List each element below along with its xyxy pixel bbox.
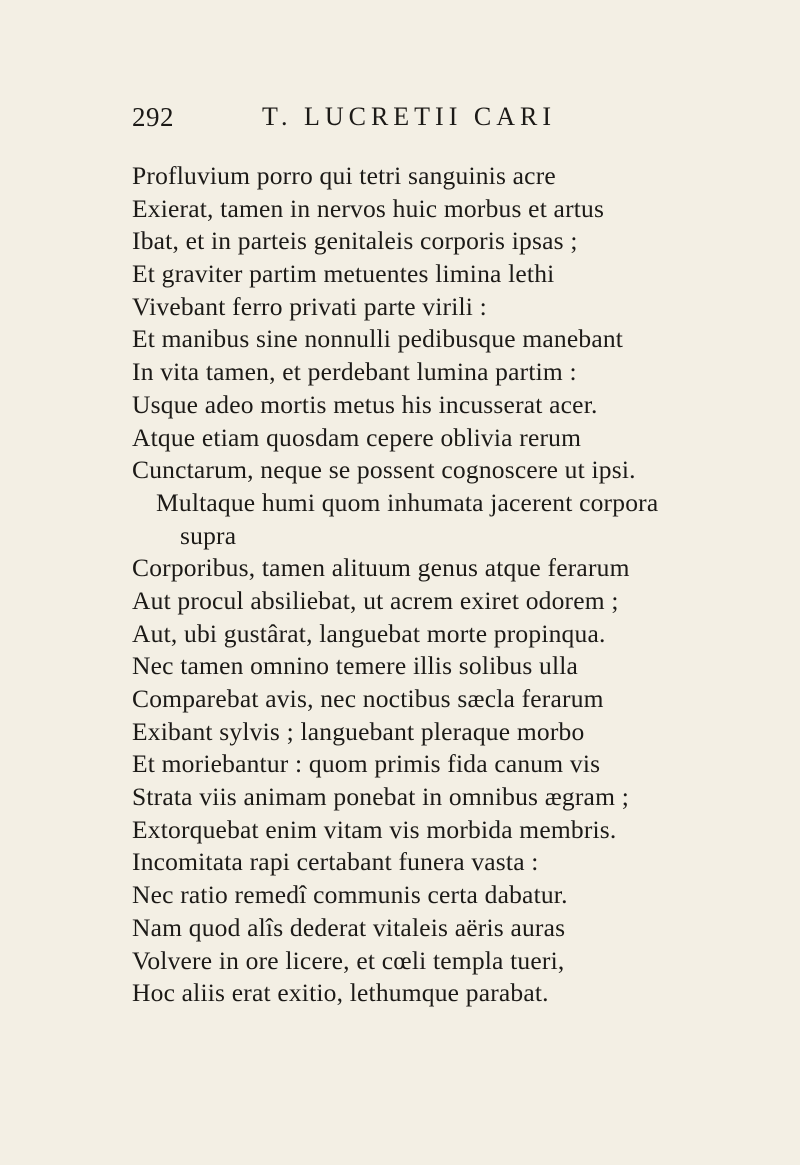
poem-text: [132, 160, 752, 1010]
verse-line: Cunctarum, neque se possent cognoscere ut ipsi.: [132, 455, 636, 485]
verse-line: Aut procul absiliebat, ut acrem exiret odorem ;: [132, 585, 619, 615]
verse-line: Extorquebat enim vitam vis morbida membris.: [132, 814, 617, 844]
verse-line: Incomitata rapi certabant funera vasta :: [132, 847, 539, 877]
verse-line: Volvere in ore licere, et cœli templa tueri,: [132, 945, 565, 975]
verse-line: Vivebant ferro privati parte virili :: [132, 291, 487, 321]
verse-line: Comparebat avis, nec noctibus sæcla ferarum: [132, 684, 604, 713]
verse-line: Strata viis animam ponebat in omnibus ægram ;: [132, 782, 629, 812]
verse-line: Ibat, et in parteis genitaleis corporis ipsas ;: [132, 226, 578, 256]
page-number: 292: [132, 102, 174, 132]
verse-line: Et graviter partim metuentes limina lethi: [132, 259, 555, 289]
verse-line: In vita tamen, et perdebant lumina partim :: [132, 357, 577, 387]
verse-line: Nec ratio remedî communis certa dabatur.: [132, 880, 568, 910]
verse-line: Nec tamen omnino temere illis solibus ulla: [132, 651, 579, 681]
verse-line: Multaque humi quom inhumata jacerent corpora: [156, 487, 659, 517]
verse-line: Corporibus, tamen alituum genus atque ferarum: [132, 553, 630, 583]
verse-line: Atque etiam quosdam cepere oblivia rerum: [132, 422, 582, 452]
verse-line: Exierat, tamen in nervos huic morbus et artus: [132, 193, 605, 223]
verse-line: Nam quod alîs dederat vitaleis aëris auras: [132, 912, 566, 942]
verse-line: Aut, ubi gustârat, languebat morte propinqua.: [132, 618, 606, 648]
running-head: T. LUCRETII CARI: [262, 102, 556, 131]
verse-line: Exibant sylvis ; languebant pleraque morbo: [132, 716, 585, 746]
verse-line: Et manibus sine nonnulli pedibusque manebant: [132, 324, 624, 354]
verse-line: Et moriebantur : quom primis fida canum vis: [132, 749, 601, 779]
page-header: [132, 102, 692, 138]
verse-line: Profluvium porro qui tetri sanguinis acre: [132, 161, 556, 190]
verse-line-turnover: supra: [180, 520, 237, 550]
verse-line: Hoc aliis erat exitio, lethumque parabat.: [132, 978, 549, 1008]
verse-line: Usque adeo mortis metus his incusserat acer.: [132, 389, 598, 419]
